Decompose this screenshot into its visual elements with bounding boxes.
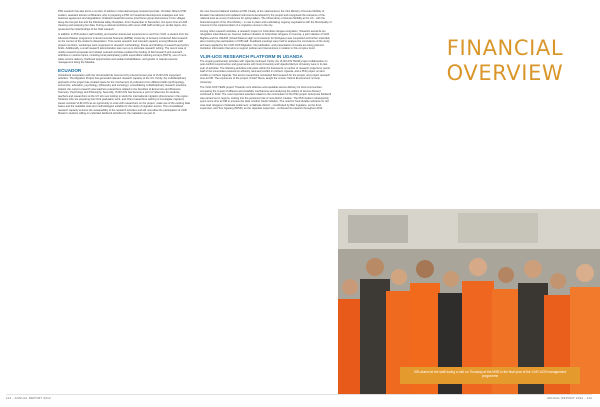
heading-line-1: FINANCIAL: [446, 36, 564, 60]
heading-line-2: OVERVIEW: [446, 61, 564, 85]
section-title-ecuador: ECUADOR: [58, 67, 82, 73]
page-heading: [430, 36, 580, 86]
section-title-uganda: VLIR-UOS RESEARCH PLATFORM IN UGANDA: [200, 53, 303, 59]
paragraph: In addition to PhD student staff mobility, and teacher-trainee-led experiences to and from VLIR, a student from the Advanced Master programme in Environmental Sciences (EMSE) University of Antwerp conducted field research on the context of the student's dissertation. Time series research and outreach capacity among Mbarara staff project members, workshops were organised on research methodology, fitness and drafting of research and policy briefs. Additionally, a small research administration team set up to stimulate research writing. The recent case of mobile research proposals and related outreach activities enabled the funding of field research and outreach activities on various topics, including local participatory public expenditure tracking surveys (PETS), use of more water-service delivery, livelihood opportunities and wetland rehabilitation, and gender in natural resource management along the Masaka.: [58, 33, 189, 64]
footer-divider: [6, 394, 592, 395]
paragraph: Institutional cooperation with the Universidad de Cuenca (UC) entered its last year of VLIR-UOS supported activities. The Migration Project has generated relevant research capacity at the UC. Firstly, the multidisciplinary approach of the project has created space for the involvement of professors from different fields (anthropology, economics, education, psychology, philosophy and sociology), consolidating multidisciplinary research practices. Indeed, the current research was teachers-researchers related to the Faculties of Economics and Business Sciences, Psychology and Philosophy. Secondly, VLIR-UOS has become a point of reference for students, teachers and researchers at the UC who are looking to study the international migration phenomena in the region. Students who are preparing their final graduation work, and other researchers wishing to investigate migratory issues consider VLIR-UOS as an opportunity to work with researchers on the project, make use of the existing data bases and the available tools and methodologies suitable for the study of migration events. This consolidated research capacity ensures the sustainability of the research activities and will now allow the participation of UGB Master's students willing to undertake fieldwork activities for the realisation as part of: [58, 73, 190, 115]
paragraph: Among other research activities, a research project on Colombian refugee emigration, 'Situación actual de los refugiados colombianos en Cuenca' (Labour situation of Colombian refugees in Cuenca), a joint initiative of VLIR Migflow and the UNHCR (United Nations High Commissioner for Refugees) was completed and further extended, also involving the participation of IOB staff. Feedback meetings were held to analyse the conclusions of the study and were applied by the VLIR-UOS Migration, the publication, and presentation of results are being planned. Institution information that aims to support policies and interventions in relation to this complex trend.: [200, 29, 331, 50]
paragraph: The VLIR-UOS TEAM project 'Towards more effective and equitable service delivery for local communities: comparing the impact of different accountability mechanisms and analysing the politics of service delivery' continued in 2012. The most important activities related to the continuation of the PhD project. Enterprise fieldwork was carried out in regions, looking into the perceived role of new district creation. The PhD student subsequently spent some time at IOB to process the data. Another South initiative, 'The need for food durable solutions for old case load refugees in Nakivale settlement: a Nakivale district' - coordinated by Bert Ingelaere, as the fund-supervisor, and Tom Ogwang (MISR), as the Ugandan supervisor - continued its research throughout 2012.: [200, 86, 332, 110]
photo-caption: IOB alumni at the staff during a visit on Thursday at the MSB in the final year of the VLIR-UOS management programme: [400, 367, 580, 384]
right-text-column: [200, 10, 332, 113]
footer-left-page-number: 112 - ANNUAL REPORT 2012: [6, 396, 51, 400]
paragraph: the new Cuenca National Institute at IOB. Finally, at the national level, the Vice Ministry of Human Mobility of Ecuador has adopted and updated instruments developed by the project and recognised the relevance of the national level as a tool of reference for policymakers. The Observatory of Human Mobility at the UC - with the financial support of the Vice Ministry - is now in place and undertaking ongoing negotiations with the Municipality of Cuenca for the implementation of a migration census in the city.: [200, 10, 332, 27]
footer-right-page-number: ANNUAL REPORT 2012 - 113: [546, 396, 592, 400]
left-text-column: [58, 10, 190, 118]
paragraph: PhD research has also led to a number of articles in international peer-reviewed journals. Christian Ntirenyi PhD student, assistant lecturer at Mbarara, who is preparing a PhD on household development strategies and new business agreement and degradation, finalised household course proof focus group discussions in four villages along the Kenyan line and the Kikuletwa valley floodplain. From September to December, she spent time at UGB cleaning and analysing her data. During a national workshop with some UGB staff working on similar topics, she presented the initial findings of her field research.: [58, 10, 188, 31]
paragraph: The ongoing partnership activities with Uganda continued. Firstly, the VLIR-UOS TEAM project collaboration on post-conflict reconstruction and governance with Gulu University and Uganda Martyrs University were in its last year of activities. The following activities took place within the framework: a number of research projects by senior staff of the universities received on ethnicity, land and conflict in northern Uganda, and a PhD project on land conflict in northern Uganda. Two senior researchers conducted field research for the project, and project research time at IOB. The experience of the project, Kristof Titeca, taught the course 'Violent Environment' at Gulu University.: [200, 59, 331, 84]
